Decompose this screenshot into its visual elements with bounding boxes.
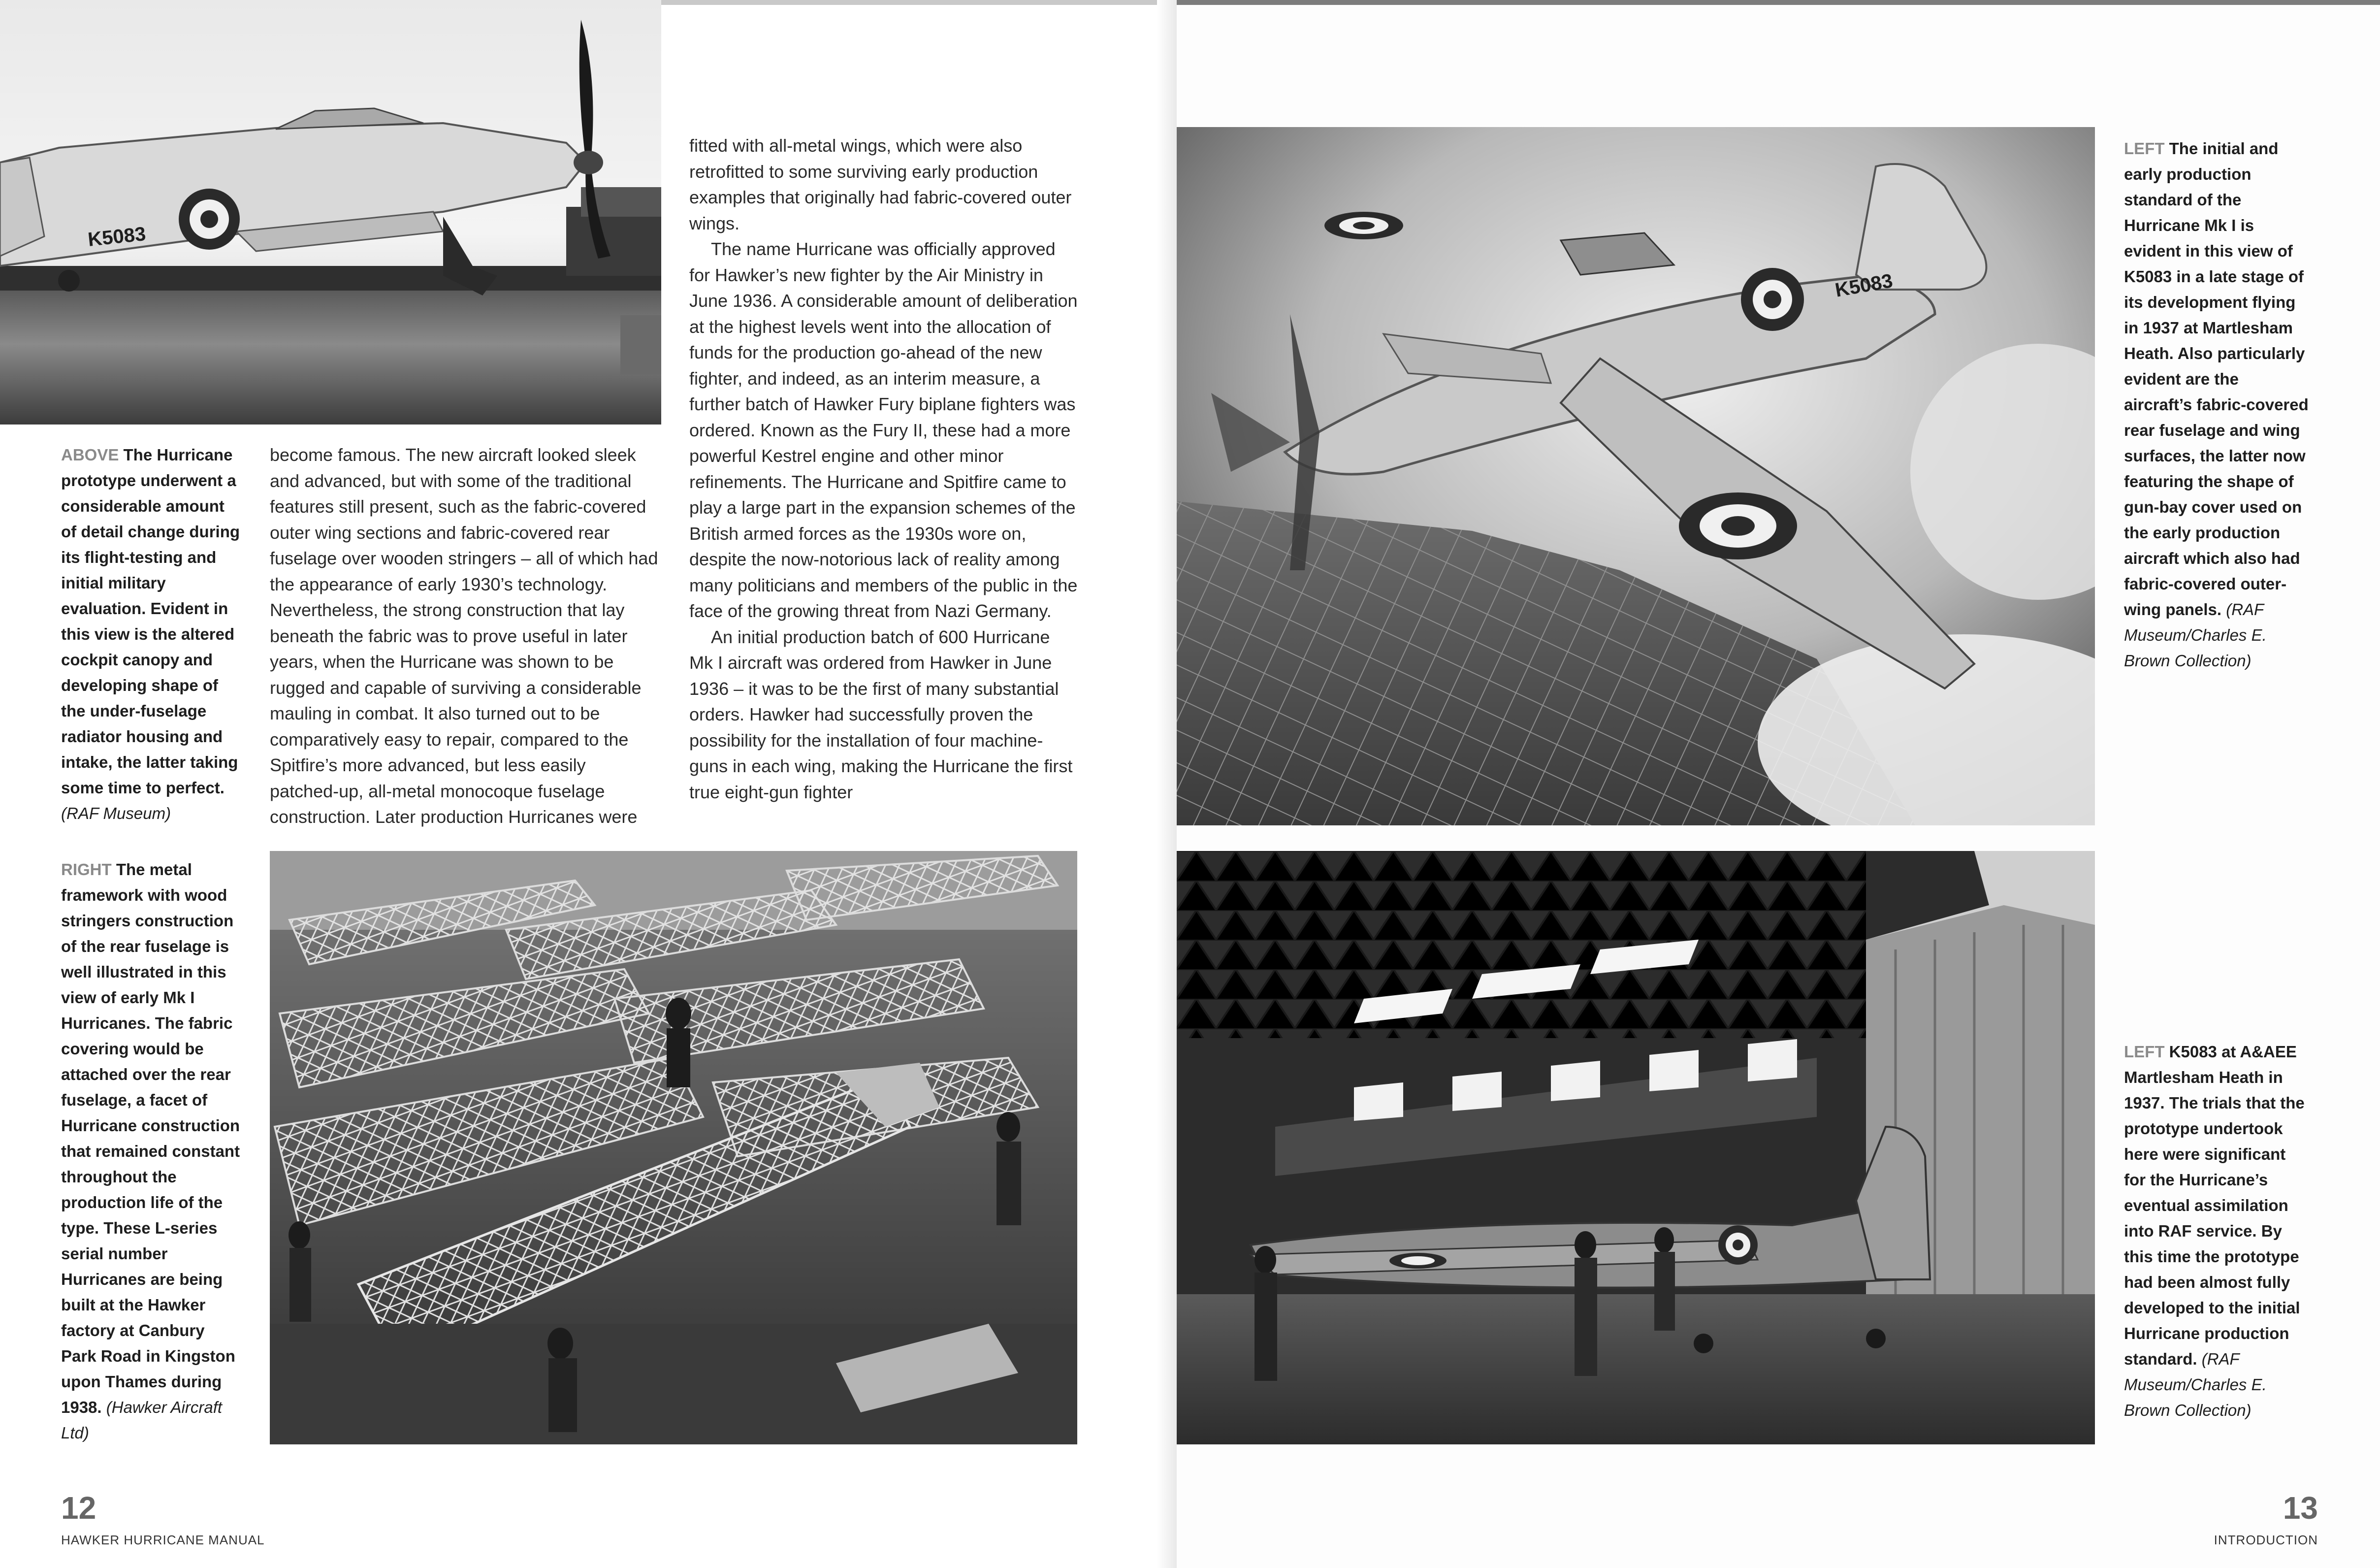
caption-left-top <box>2124 136 2311 674</box>
caption-left-top-lead: LEFT <box>2124 139 2165 158</box>
page-number-left: 12 <box>61 1490 96 1526</box>
caption-above <box>61 442 243 826</box>
caption-right-credit: (Hawker Aircraft Ltd) <box>61 1398 223 1442</box>
photo-hangar <box>1177 851 2095 1444</box>
top-edge <box>1177 0 2380 5</box>
prototype-serial-right: K5083 <box>1833 270 1895 301</box>
caption-left-bottom-credit: (RAF Museum/Charles E. Brown Collection) <box>2124 1350 2267 1419</box>
caption-above-lead: ABOVE <box>61 446 119 464</box>
running-head-left: HAWKER HURRICANE MANUAL <box>61 1533 265 1547</box>
caption-left-bottom-lead: LEFT <box>2124 1043 2165 1061</box>
left-page <box>0 0 1177 1568</box>
caption-right <box>61 857 243 1446</box>
body-column-2 <box>689 133 1078 805</box>
page-number-right: 13 <box>2283 1490 2318 1526</box>
body-column-1 <box>270 442 659 830</box>
photo-prototype-airfield <box>0 0 661 425</box>
body-paragraph: The name Hurricane was officially approved for Hawker’s new fighter by the Air Ministry in June 1936. A considerable amount of deliberation at the highest levels went into the allocation of funds for the production go-ahead of the new fighter, and indeed, as an interim measure, a further batch of Hawker Fury biplane fighters was ordered. Known as the Fury II, these had a more powerful Kestrel engine and other minor refinements. The Hurricane and Spitfire came to play a large part in the expansion schemes of the British armed forces as the 1930s wore on, despite the now-notorious lack of reality among many politicians and members of the public in the face of the growing threat from Nazi Germany. <box>689 239 1078 621</box>
caption-left-top-credit: (RAF Museum/Charles E. Brown Collection) <box>2124 600 2267 670</box>
body-paragraph: An initial production batch of 600 Hurricane Mk I aircraft was ordered from Hawker in June 1936 – it was to be the first of many substantial orders. Hawker had successfully proven the possibility for the installation of four machine-guns in each wing, making the Hurricane the first true eight-gun fighter <box>689 626 1073 802</box>
photo-factory-fuselages <box>270 851 1077 1444</box>
caption-above-text: The Hurricane prototype underwent a considerable amount of detail change during its flight-testing and initial military evaluation. Evident in this view is the altered cockpit canopy and developing shape of the under-fuselage radiator housing and intake, the latter taking some time to perfect. <box>61 446 240 797</box>
caption-left-top-text: The initial and early production standard of the Hurricane Mk I is evident in this view of K5083 in a late stage of its development flying in 1937 at Martlesham Heath. Also particularly evident are the aircraft’s fabric-covered rear fuselage and wing surfaces, the latter now featuring the shape of gun-bay cover used on the early production aircraft which also had fabric-covered outer-wing panels. <box>2124 139 2309 619</box>
caption-left-bottom <box>2124 1039 2311 1423</box>
body-paragraph: fitted with all-metal wings, which were also retrofitted to some surviving early production examples that originally had fabric-covered outer wings. <box>689 135 1072 233</box>
running-head-right: INTRODUCTION <box>2214 1533 2318 1547</box>
caption-left-bottom-text: K5083 at A&AEE Martlesham Heath in 1937. The trials that the prototype undertook here were significant for the Hurricane’s eventual assimilation into RAF service. By this time the prototype had been almost fully developed to the initial Hurricane production standard. <box>2124 1043 2305 1368</box>
caption-right-text: The metal framework with wood stringers construction of the rear fuselage is well illustrated in this view of early Mk I Hurricanes. The fabric covering would be attached over the rear fuselage, a facet of Hurricane construction that remained constant throughout the production life of the type. These L-series serial number Hurricanes are being built at the Hawker factory at Canbury Park Road in Kingston upon Thames during 1938. <box>61 860 240 1416</box>
caption-above-credit: (RAF Museum) <box>61 804 171 822</box>
photo-in-flight <box>1177 127 2095 825</box>
right-page <box>1177 0 2380 1568</box>
caption-right-lead: RIGHT <box>61 860 112 879</box>
prototype-serial-left: K5083 <box>87 223 147 251</box>
body-paragraph: become famous. The new aircraft looked sleek and advanced, but with some of the traditional features still present, such as the fabric-covered outer wing sections and fabric-covered rear fuselage over wooden stringers – all of which had the appearance of early 1930’s technology. Nevertheless, the strong construction that lay beneath the fabric was to prove useful in later years, when the Hurricane was shown to be rugged and capable of surviving a considerable mauling in combat. It also turned out to be comparatively easy to repair, compared to the Spitfire’s more advanced, but less easily patched-up, all-metal monocoque fuselage construction. Later production Hurricanes were <box>270 445 658 827</box>
